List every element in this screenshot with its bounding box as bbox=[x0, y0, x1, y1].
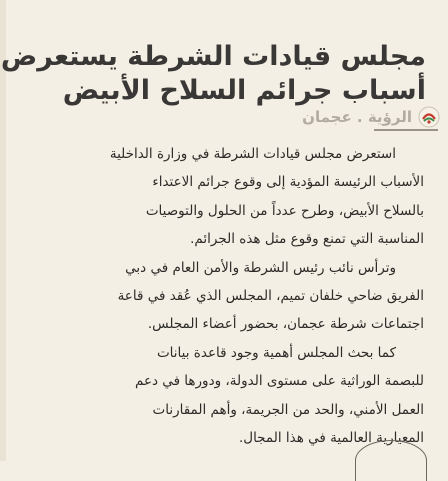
newspaper-logo-icon bbox=[418, 106, 440, 128]
paragraph-line: العمل الأمني، والحد من الجريمة، وأهم المقارنات bbox=[152, 401, 424, 418]
paragraph-line: بالسلاح الأبيض، وطرح عدداً من الحلول والتوصيات bbox=[145, 202, 424, 219]
headline-line-2: أسباب جرائم السلاح الأبيض bbox=[62, 75, 426, 106]
paragraph-first-line: وترأس نائب رئيس الشرطة والأمن العام في دبي bbox=[125, 259, 396, 276]
byline-underline bbox=[374, 129, 438, 131]
paragraph-line: المناسبة التي تمنع وقوع مثل هذه الجرائم. bbox=[190, 231, 424, 248]
paragraph-line: المعيارية العالمية في هذا المجال. bbox=[238, 430, 424, 447]
paragraph-line: الفريق ضاحي خلفان تميم، المجلس الذي عُقد في قاعة bbox=[117, 288, 424, 305]
article-body bbox=[28, 140, 424, 452]
headline-line-1: مجلس قيادات الشرطة يستعرض bbox=[0, 41, 426, 72]
article-headline bbox=[0, 40, 426, 108]
byline-text: الرؤية . عجمان bbox=[302, 108, 412, 126]
paragraph-first-line: كما بحث المجلس أهمية وجود قاعدة بيانات bbox=[156, 344, 396, 361]
byline bbox=[302, 106, 440, 128]
paragraph-first-line: استعرض مجلس قيادات الشرطة في وزارة الداخلية bbox=[109, 146, 396, 162]
paragraph-line: للبصمة الوراثية على مستوى الدولة، ودورها في دعم bbox=[134, 373, 424, 390]
paragraph-line: اجتماعات شرطة عجمان، بحضور أعضاء المجلس. bbox=[147, 316, 424, 333]
paragraph-line: الأسباب الرئيسة المؤدية إلى وقوع جرائم الاعتداء bbox=[152, 174, 424, 191]
